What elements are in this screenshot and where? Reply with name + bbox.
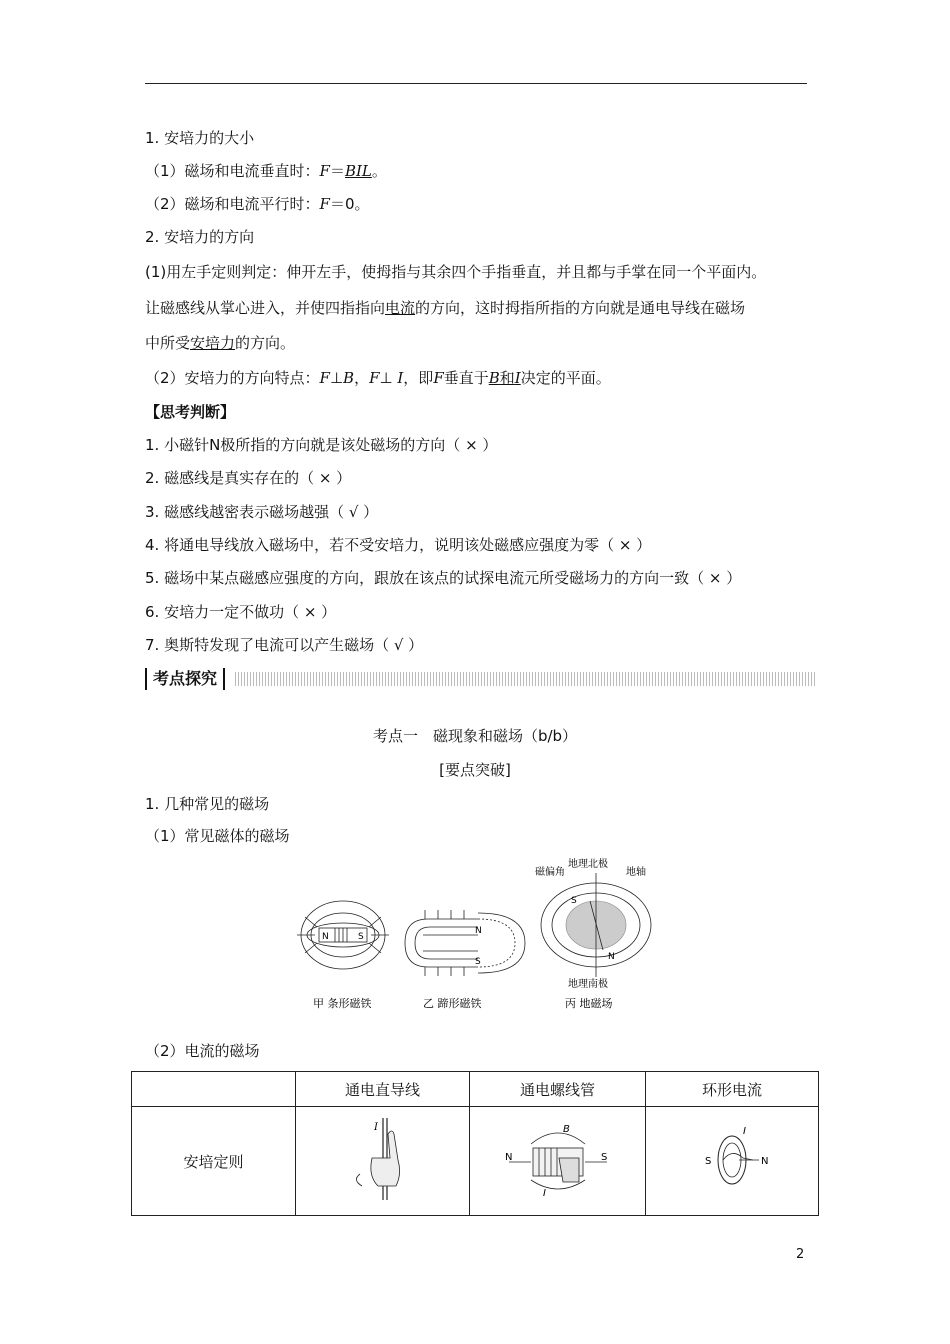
table-header-cell: 通电螺线管: [470, 1072, 646, 1107]
ring-i-label: I: [743, 1126, 746, 1137]
horseshoe-magnet-diagram: [405, 910, 525, 976]
solenoid-hand-icon: [503, 1114, 613, 1204]
row-label-cell: 安培定则: [132, 1107, 296, 1216]
label-earth-axis: 地轴: [626, 867, 646, 878]
think-item: 3. 磁感线越密表示磁场越强（ √ ）: [145, 503, 379, 521]
solenoid-i-label: I: [542, 1188, 546, 1199]
earth-field-diagram: [541, 873, 651, 977]
ring-n-label: N: [761, 1156, 769, 1167]
line-left-hand-rule-3: 中所受安培力的方向。: [145, 334, 296, 352]
label-geo-south: 地理南极: [568, 979, 608, 990]
line-direction-feature: （2）安培力的方向特点：F⊥B，F⊥ I，即F垂直于B和I决定的平面。: [145, 369, 611, 387]
banner-hatch: [235, 672, 817, 686]
line-left-hand-rule-1: (1)用左手定则判定：伸开左手，使拇指与其余四个手指垂直，并且都与手掌在同一个平面内。: [145, 263, 767, 281]
caption-horseshoe-magnet: 乙 蹄形磁铁: [423, 997, 482, 1010]
page-number: 2: [796, 1247, 805, 1262]
ring-s-label: S: [705, 1156, 712, 1167]
think-item: 4. 将通电导线放入磁场中，若不受安培力，说明该处磁感应强度为零（ × ）: [145, 536, 652, 554]
solenoid-s-label: S: [600, 1152, 607, 1163]
horseshoe-s-label: S: [475, 957, 481, 967]
earth-s-label: S: [571, 896, 577, 906]
table-header-row: [132, 1072, 819, 1107]
table-header-cell: 环形电流: [646, 1072, 819, 1107]
straight-wire-hand-icon: [338, 1114, 428, 1204]
think-item: 6. 安培力一定不做功（ × ）: [145, 603, 337, 621]
ring-current-cell: [646, 1107, 819, 1216]
caption-earth-field: 丙 地磁场: [565, 997, 613, 1010]
think-title: 【思考判断】: [145, 403, 236, 421]
section-title: 考点一 磁现象和磁场（b/b）: [372, 727, 578, 745]
header-rule: [145, 83, 807, 84]
table-header-cell: 通电直导线: [296, 1072, 470, 1107]
line-parallel: （2）磁场和电流平行时：F＝0。: [145, 195, 370, 213]
sub-current-fields: （2）电流的磁场: [145, 1042, 260, 1060]
solenoid-n-label: N: [504, 1152, 512, 1163]
bar-n-label: N: [322, 932, 329, 942]
label-geo-north: 地理北极: [568, 859, 608, 870]
heading-ampere-direction: 2. 安培力的方向: [145, 228, 255, 246]
think-item: 1. 小磁针N极所指的方向就是该处磁场的方向（ × ）: [145, 436, 498, 454]
solenoid-b-label: B: [562, 1124, 570, 1135]
think-item: 2. 磁感线是真实存在的（ × ）: [145, 469, 352, 487]
table-header-cell: [132, 1072, 296, 1107]
sub-magnet-fields: （1）常见磁体的磁场: [145, 827, 290, 845]
label-declination: 磁偏角: [535, 867, 565, 878]
line-left-hand-rule-2: 让磁感线从掌心进入，并使四指指向电流的方向，这时拇指所指的方向就是通电导线在磁场: [145, 299, 746, 317]
earth-n-label: N: [608, 952, 615, 962]
heading-common-fields: 1. 几种常见的磁场: [145, 795, 270, 813]
bar-magnet-diagram: [297, 901, 389, 969]
straight-wire-cell: [296, 1107, 470, 1216]
think-item: 7. 奥斯特发现了电流可以产生磁场（ √ ）: [145, 636, 424, 654]
magnet-field-figure: [293, 855, 673, 1015]
think-item: 5. 磁场中某点磁感应强度的方向，跟放在该点的试探电流元所受磁场力的方向一致（ × ）: [145, 569, 742, 587]
horseshoe-n-label: N: [475, 926, 482, 936]
caption-bar-magnet: 甲 条形磁铁: [313, 997, 372, 1010]
table-row: [132, 1107, 819, 1216]
wire-i-label: I: [373, 1122, 378, 1133]
bar-s-label: S: [358, 932, 364, 942]
ring-current-hand-icon: [687, 1114, 777, 1204]
section-subtitle: [要点突破]: [439, 761, 511, 779]
ampere-rule-table: [131, 1071, 819, 1216]
banner-label: 考点探究: [145, 668, 225, 690]
section-banner: [145, 665, 817, 693]
solenoid-cell: [470, 1107, 646, 1216]
heading-ampere-magnitude: 1. 安培力的大小: [145, 129, 255, 147]
line-perpendicular: （1）磁场和电流垂直时：F＝BIL。: [145, 162, 387, 180]
